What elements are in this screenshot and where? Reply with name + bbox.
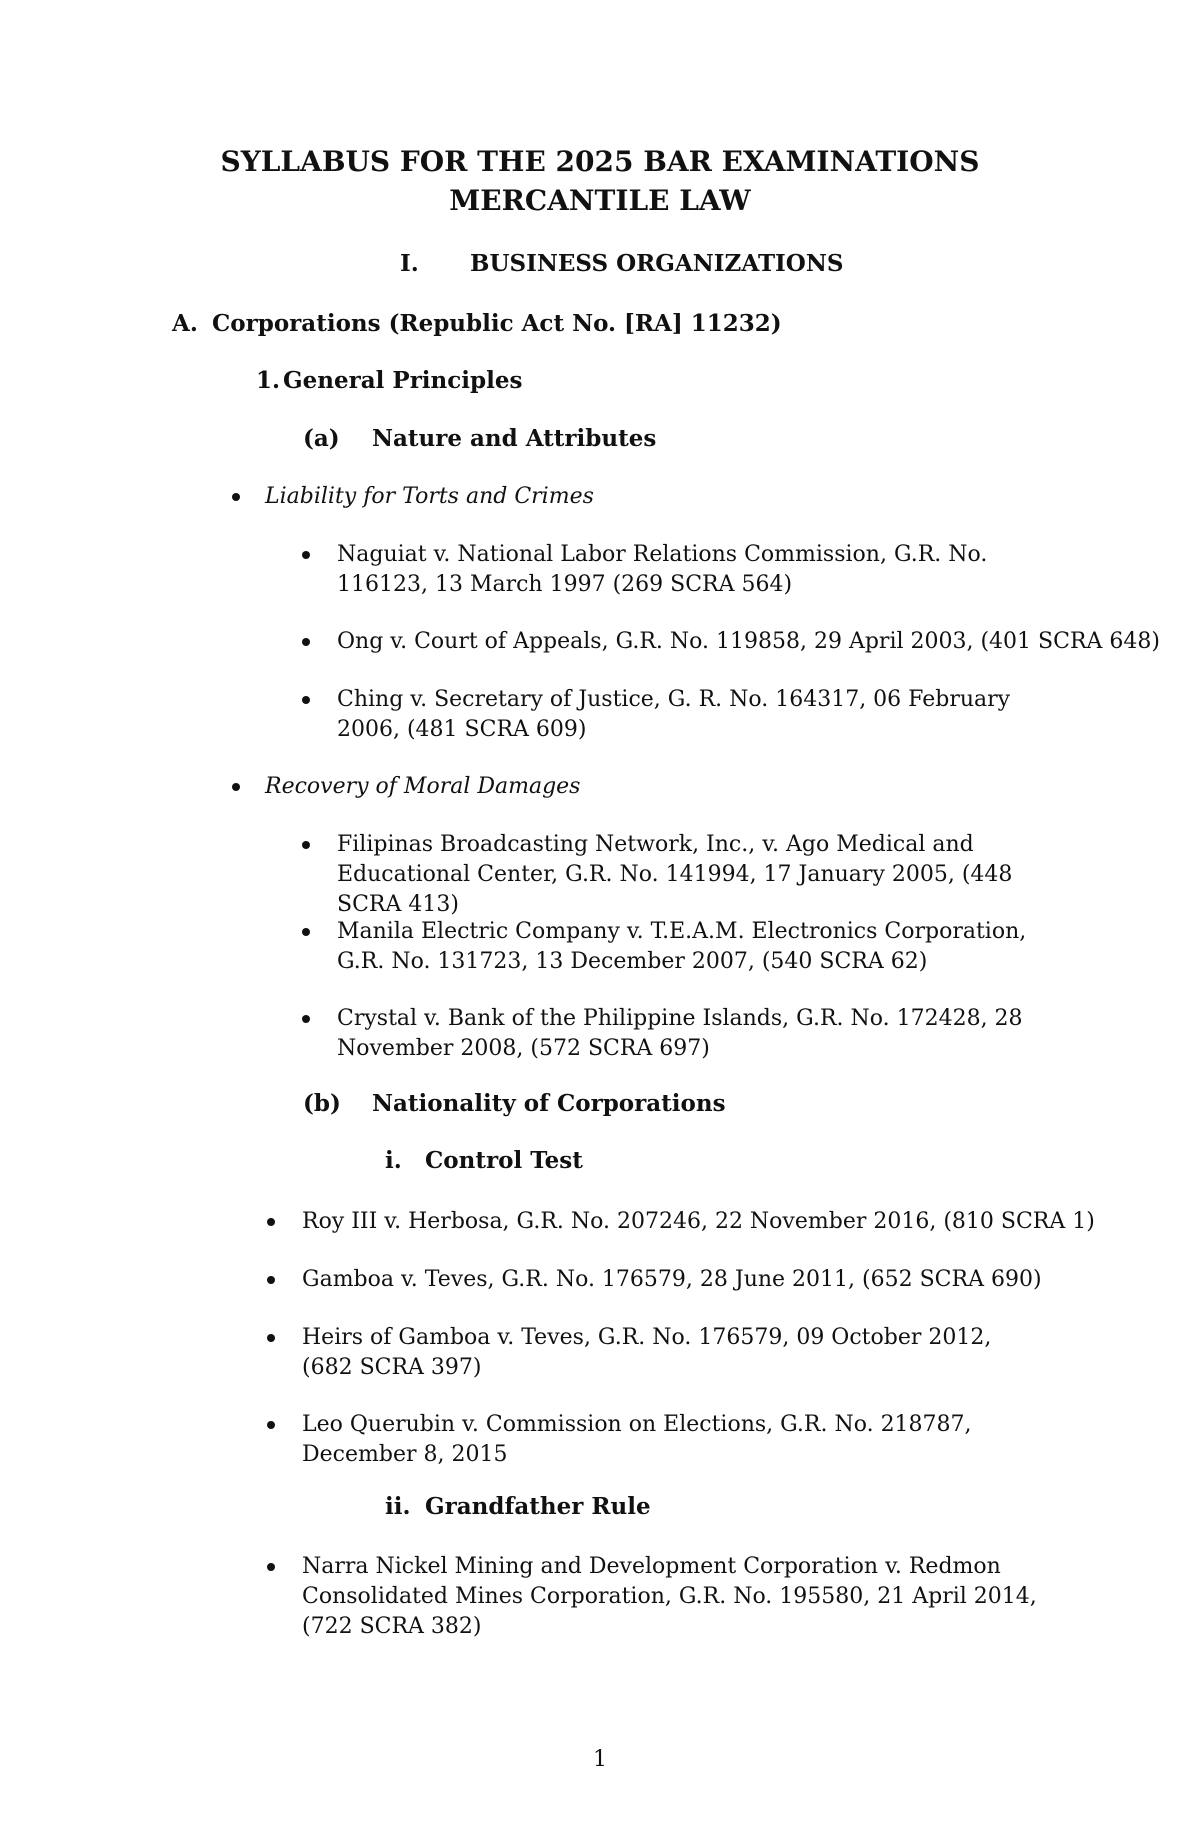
case-citation: Narra Nickel Mining and Development Corporation v. Redmon Consolidated Mines Corporation, G.R. No. 195580, 21 April 2014, (722 SCRA 382) [302,1554,1037,1639]
case-citation: Crystal v. Bank of the Philippine Islands, G.R. No. 172428, 28 November 2008, (572 SCRA 697) [337,1006,1023,1061]
syllabus-title: SYLLABUS FOR THE 2025 BAR EXAMINATIONS [220,145,980,178]
bullet-icon [267,1563,275,1571]
part-title: BUSINESS ORGANIZATIONS [470,250,844,277]
control-test-title: Control Test [425,1147,583,1174]
bullet-icon [232,783,240,791]
grandfather-rule-title: Grandfather Rule [425,1493,651,1520]
control-test-number: i. [385,1147,402,1174]
subsection-number: 1. [256,367,281,394]
bullet-icon [302,841,310,849]
case-citation: Ong v. Court of Appeals, G.R. No. 119858, 29 April 2003, (401 SCRA 648) [337,629,1160,654]
bullet-icon [232,493,240,501]
page-number: 1 [593,1747,607,1772]
bullet-icon [302,696,310,704]
topic-liability: Liability for Torts and Crimes [265,484,594,509]
bullet-icon [267,1276,275,1284]
bullet-icon [267,1218,275,1226]
bullet-icon [302,638,310,646]
grandfather-rule-number: ii. [385,1493,411,1520]
item-a-letter: (a) [303,425,340,452]
case-citation: Manila Electric Company v. T.E.A.M. Electronics Corporation, G.R. No. 131723, 13 December 2007, (540 SCRA 62) [337,919,1027,974]
subject-title: MERCANTILE LAW [449,184,751,217]
case-citation: Filipinas Broadcasting Network, Inc., v. Ago Medical and Educational Center, G.R. No. 141994, 17 January 2005, (448 SCRA 413) [337,832,1013,917]
part-numeral: I. [400,250,419,277]
section-title: Corporations (Republic Act No. [RA] 11232) [212,310,782,337]
bullet-icon [302,1015,310,1023]
bullet-icon [302,551,310,559]
bullet-icon [267,1334,275,1342]
case-citation: Leo Querubin v. Commission on Elections, G.R. No. 218787, December 8, 2015 [302,1412,972,1467]
bullet-icon [302,928,310,936]
case-citation: Gamboa v. Teves, G.R. No. 176579, 28 June 2011, (652 SCRA 690) [302,1267,1042,1292]
item-b-letter: (b) [303,1090,341,1117]
case-citation: Naguiat v. National Labor Relations Commission, G.R. No. 116123, 13 March 1997 (269 SCRA 564) [337,542,988,597]
section-letter: A. [172,310,198,337]
case-citation: Ching v. Secretary of Justice, G. R. No. 164317, 06 February 2006, (481 SCRA 609) [337,687,1011,742]
case-citation: Heirs of Gamboa v. Teves, G.R. No. 176579, 09 October 2012, (682 SCRA 397) [302,1325,992,1380]
case-citation: Roy III v. Herbosa, G.R. No. 207246, 22 November 2016, (810 SCRA 1) [302,1209,1095,1234]
item-b-title: Nationality of Corporations [372,1090,726,1117]
subsection-title: General Principles [283,367,523,394]
item-a-title: Nature and Attributes [372,425,657,452]
topic-moral-damages: Recovery of Moral Damages [265,774,581,799]
bullet-icon [267,1421,275,1429]
